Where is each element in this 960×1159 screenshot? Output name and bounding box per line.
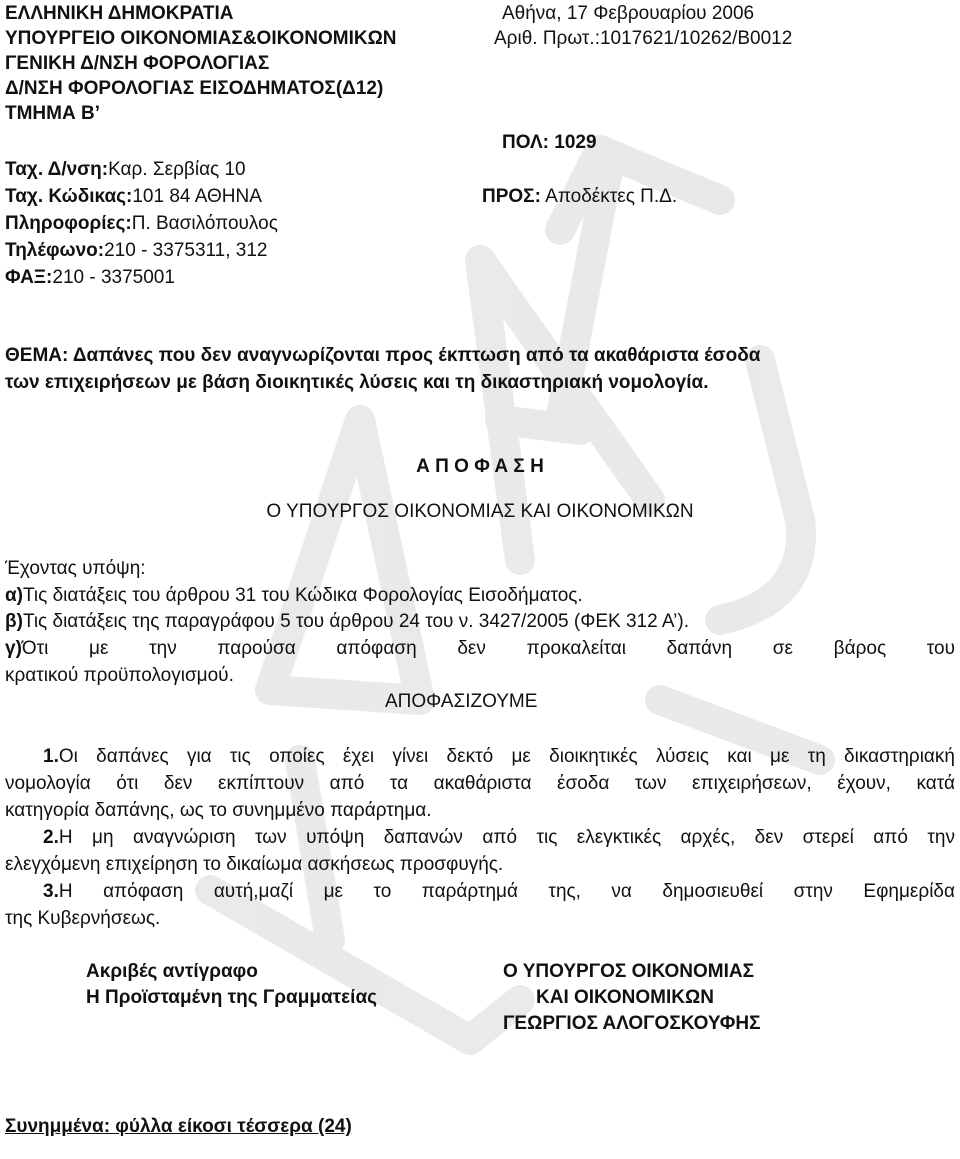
signature-left-line-1: Ακριβές αντίγραφο — [86, 961, 258, 982]
document-date: Αθήνα, 17 Φεβρουαρίου 2006 — [502, 3, 755, 24]
contact-postcode — [5, 185, 262, 209]
paragraph-2-line-1 — [5, 826, 955, 850]
paragraph-1-line-2: νομολογία ότι δεν εκπίπτουν από τα ακαθάριστα έσοδα των επιχειρήσεων, έχουν, κατά — [5, 773, 955, 794]
item-c-label: γ) — [5, 638, 22, 659]
decision-title: Α Π Ο Φ Α Σ Η — [416, 456, 544, 477]
postcode-label: Ταχ. Κώδικας: — [5, 186, 133, 207]
subject-line-1: ΘΕΜΑ: Δαπάνες που δεν αναγνωρίζονται προς έκπτωση από τα ακαθάριστα έσοδα — [5, 345, 761, 366]
fax-value: 210 - 3375001 — [52, 267, 175, 288]
item-c — [5, 637, 955, 661]
protocol-number: Αριθ. Πρωτ.:1017621/10262/Β0012 — [494, 28, 793, 49]
signature-right-line-3: ΓΕΩΡΓΙΟΣ ΑΛΟΓΟΣΚΟΥΦΗΣ — [503, 1013, 761, 1034]
item-b-label: β) — [5, 611, 23, 632]
header-line-department: ΤΜΗΜΑ Β’ — [5, 103, 100, 124]
recipients — [482, 185, 677, 209]
header-line-country: ΕΛΛΗΝΙΚΗ ΔΗΜΟΚΡΑΤΙΑ — [5, 3, 234, 24]
fax-label: ΦΑΞ: — [5, 267, 53, 288]
paragraph-2-text: Η μη αναγνώριση των υπόψη δαπανών από τις ελεγκτικές αρχές, δεν στερεί από την — [58, 827, 955, 848]
subject-line-2: των επιχειρήσεων με βάση διοικητικές λύσεις και τη δικαστηριακή νομολογία. — [5, 372, 709, 393]
postcode-value: 101 84 ΑΘΗΝΑ — [132, 186, 262, 207]
paragraph-3-line-1 — [5, 880, 955, 904]
recipients-label: ΠΡΟΣ: — [482, 186, 541, 207]
paragraph-1-text: Οι δαπάνες για τις οποίες έχει γίνει δεκτό με διοικητικές λύσεις και με τη δικαστηριακή — [58, 746, 955, 767]
item-a-label: α) — [5, 585, 24, 606]
paragraph-1-number: 1. — [43, 746, 59, 767]
signature-left-line-2: Η Προϊσταμένη της Γραμματείας — [86, 987, 378, 1008]
recipients-value: Αποδέκτες Π.Δ. — [545, 186, 678, 207]
item-b — [5, 610, 689, 634]
item-c-text-line-2: κρατικού προϋπολογισμού. — [5, 665, 234, 686]
phone-label: Τηλέφωνο: — [5, 240, 105, 261]
paragraph-2-line-2: ελεγχόμενη επιχείρηση το δικαίωμα ασκήσεως προσφυγής. — [5, 854, 504, 875]
paragraph-1-line-1 — [5, 745, 955, 769]
header-line-directorate: Δ/ΝΣΗ ΦΟΡΟΛΟΓΙΑΣ ΕΙΣΟΔΗΜΑΤΟΣ(Δ12) — [5, 78, 384, 99]
we-decide-heading: ΑΠΟΦΑΣΙΖΟΥΜΕ — [385, 691, 538, 712]
address-label: Ταχ. Δ/νση: — [5, 159, 109, 180]
address-value: Καρ. Σερβίας 10 — [108, 159, 246, 180]
paragraph-3-number: 3. — [43, 881, 59, 902]
signature-right-line-2: ΚΑΙ ΟΙΚΟΝΟΜΙΚΩΝ — [536, 987, 714, 1008]
paragraph-2-number: 2. — [43, 827, 59, 848]
paragraph-3-line-2: της Κυβερνήσεως. — [5, 908, 161, 929]
contact-address — [5, 158, 246, 182]
item-a — [5, 584, 583, 608]
attachments-note: Συνημμένα: φύλλα είκοσι τέσσερα (24) — [5, 1116, 352, 1137]
contact-info — [5, 212, 278, 236]
info-value: Π. Βασιλόπουλος — [131, 213, 278, 234]
header-line-ministry: ΥΠΟΥΡΓΕΙΟ ΟΙΚΟΝΟΜΙΑΣ&ΟΙΚΟΝΟΜΙΚΩΝ — [5, 28, 397, 49]
minister-title: Ο ΥΠΟΥΡΓΟΣ ΟΙΚΟΝΟΜΙΑΣ ΚΑΙ ΟΙΚΟΝΟΜΙΚΩΝ — [266, 501, 694, 522]
contact-fax — [5, 266, 175, 290]
contact-phone — [5, 239, 268, 263]
phone-value: 210 - 3375311, 312 — [104, 240, 268, 261]
paragraph-1-line-3: κατηγορία δαπάνης, ως το συνημμένο παράρτημα. — [5, 800, 432, 821]
pol-number: ΠΟΛ: 1029 — [502, 132, 597, 153]
considering-label: Έχοντας υπόψη: — [5, 558, 146, 579]
signature-right-line-1: Ο ΥΠΟΥΡΓΟΣ ΟΙΚΟΝΟΜΙΑΣ — [503, 961, 754, 982]
item-c-text-line-1: Ότι με την παρούσα απόφαση δεν προκαλείται δαπάνη σε βάρος του — [21, 638, 955, 659]
paragraph-3-text: Η απόφαση αυτή,μαζί με το παράρτημά της, να δημοσιευθεί στην Εφημερίδα — [58, 881, 955, 902]
info-label: Πληροφορίες: — [5, 213, 132, 234]
header-line-general-directorate: ΓΕΝΙΚΗ Δ/ΝΣΗ ΦΟΡΟΛΟΓΙΑΣ — [5, 53, 270, 74]
item-a-text: Τις διατάξεις του άρθρου 31 του Κώδικα Φορολογίας Εισοδήματος. — [23, 585, 583, 606]
item-b-text: Τις διατάξεις της παραγράφου 5 του άρθρου 24 του ν. 3427/2005 (ΦΕΚ 312 Α’). — [22, 611, 689, 632]
